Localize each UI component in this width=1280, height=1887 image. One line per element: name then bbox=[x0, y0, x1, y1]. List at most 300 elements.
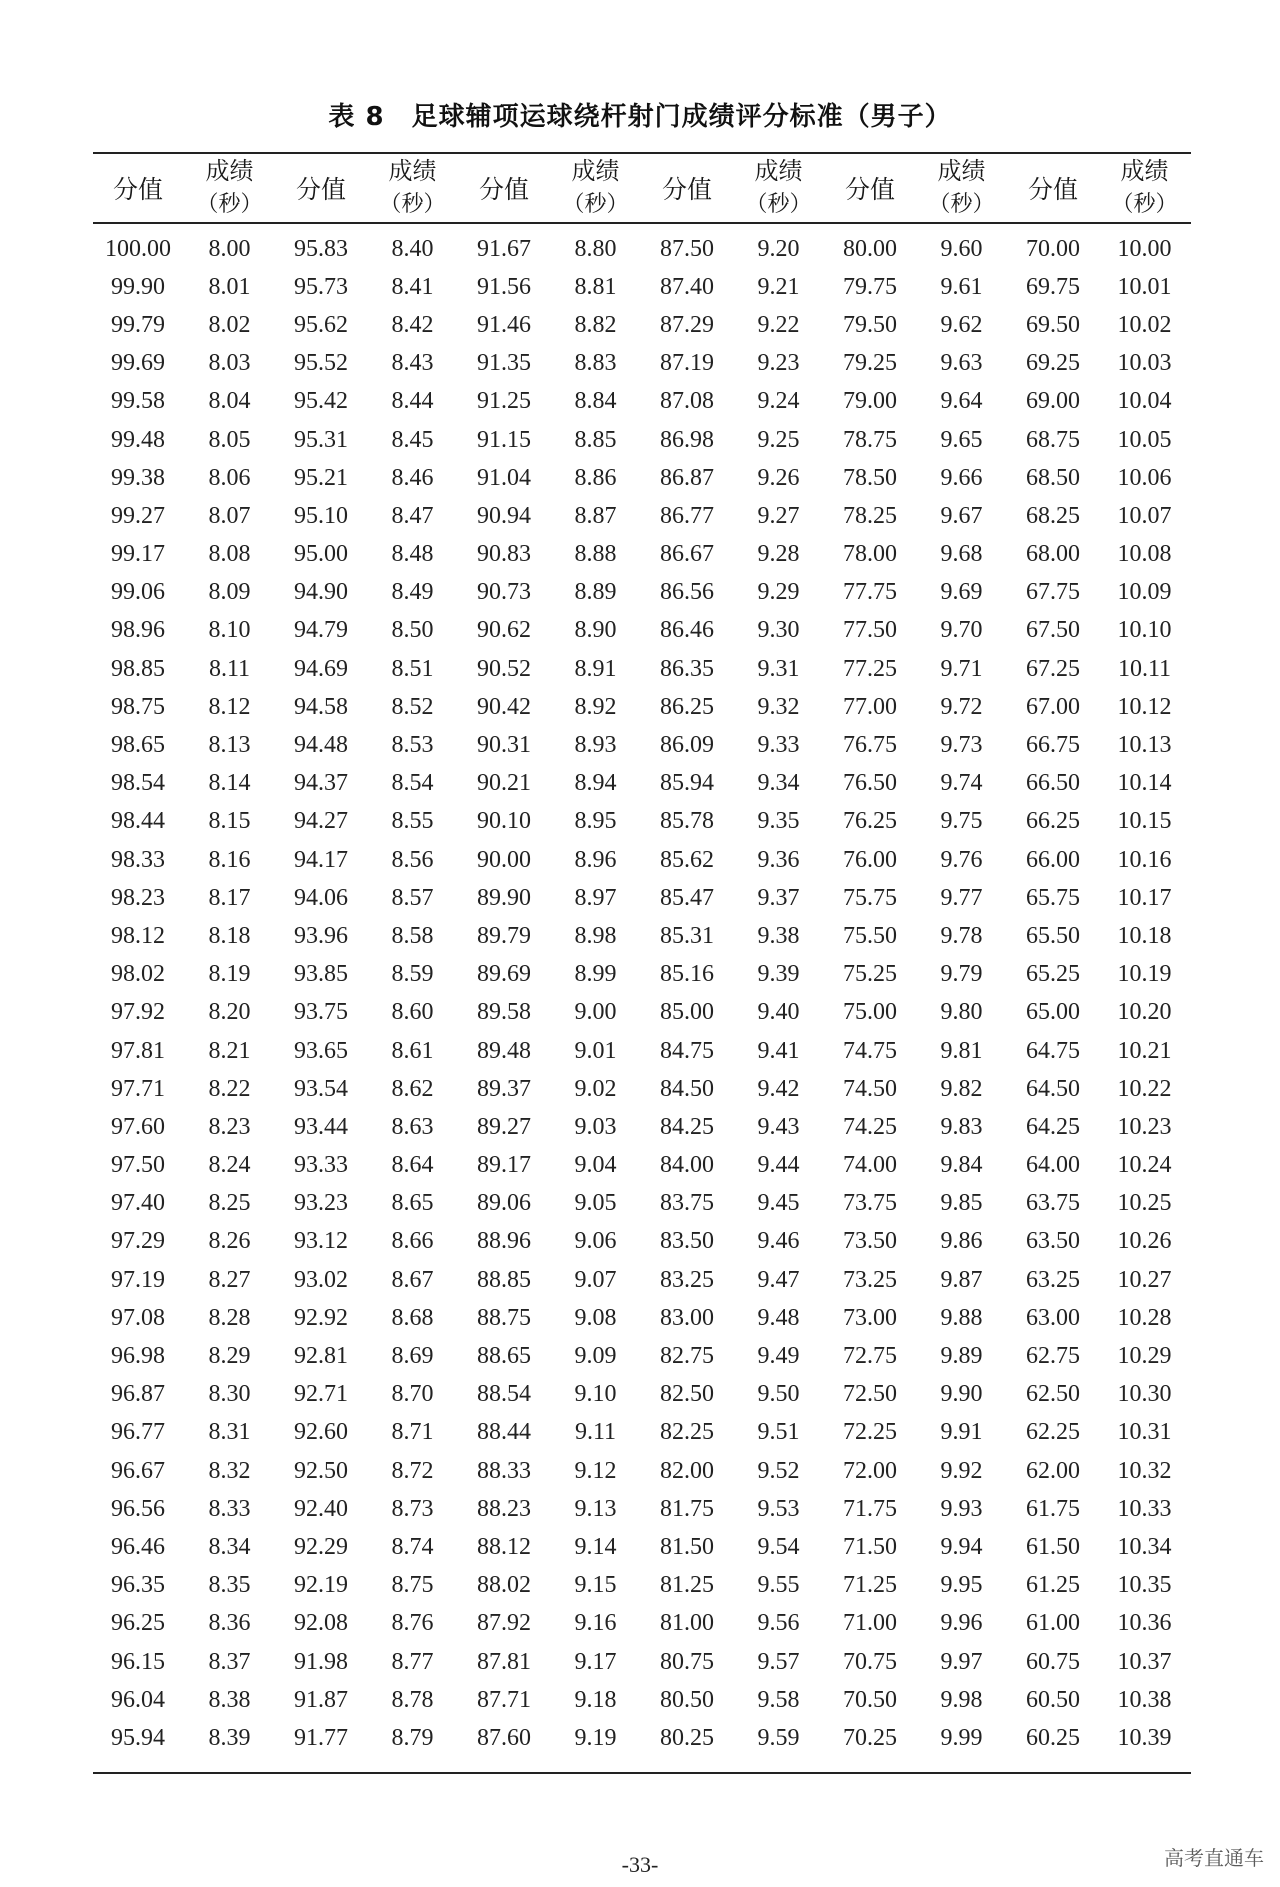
result-cell: 9.53 bbox=[757, 1495, 800, 1522]
result-cell: 10.18 bbox=[1117, 922, 1172, 949]
score-cell: 90.83 bbox=[477, 541, 531, 568]
header-result-5 bbox=[915, 153, 1008, 223]
score-cell: 93.44 bbox=[294, 1113, 348, 1140]
table-row bbox=[93, 879, 1191, 917]
score-cell: 70.00 bbox=[1026, 235, 1080, 262]
result-cell: 9.60 bbox=[940, 235, 983, 262]
result-cell: 8.97 bbox=[574, 884, 617, 911]
result-cell: 9.80 bbox=[940, 999, 983, 1026]
score-cell: 88.44 bbox=[477, 1419, 531, 1446]
result-cell: 8.21 bbox=[208, 1037, 251, 1064]
result-cell: 8.36 bbox=[208, 1610, 251, 1637]
result-cell: 9.68 bbox=[940, 541, 983, 568]
result-cell: 10.27 bbox=[1117, 1266, 1172, 1293]
score-cell: 97.92 bbox=[111, 999, 165, 1026]
result-cell: 9.10 bbox=[574, 1381, 617, 1408]
result-cell: 8.52 bbox=[391, 693, 434, 720]
result-cell: 9.92 bbox=[940, 1457, 983, 1484]
score-cell: 86.77 bbox=[660, 502, 714, 529]
table-row bbox=[93, 803, 1191, 841]
score-cell: 67.25 bbox=[1026, 655, 1080, 682]
result-cell: 9.99 bbox=[940, 1724, 983, 1751]
result-cell: 9.01 bbox=[574, 1037, 617, 1064]
result-cell: 8.57 bbox=[391, 884, 434, 911]
score-cell: 94.90 bbox=[294, 579, 348, 606]
result-cell: 8.19 bbox=[208, 961, 251, 988]
result-cell: 10.08 bbox=[1117, 541, 1172, 568]
score-cell: 72.00 bbox=[843, 1457, 897, 1484]
score-cell: 60.25 bbox=[1026, 1724, 1080, 1751]
result-cell: 8.96 bbox=[574, 846, 617, 873]
result-cell: 9.73 bbox=[940, 732, 983, 759]
score-cell: 72.25 bbox=[843, 1419, 897, 1446]
result-cell: 9.19 bbox=[574, 1724, 617, 1751]
result-cell: 9.31 bbox=[757, 655, 800, 682]
score-cell: 97.50 bbox=[111, 1152, 165, 1179]
score-cell: 84.50 bbox=[660, 1075, 714, 1102]
score-cell: 67.50 bbox=[1026, 617, 1080, 644]
result-cell: 9.78 bbox=[940, 922, 983, 949]
result-cell: 9.87 bbox=[940, 1266, 983, 1293]
score-cell: 67.75 bbox=[1026, 579, 1080, 606]
result-cell: 8.20 bbox=[208, 999, 251, 1026]
result-cell: 9.25 bbox=[757, 426, 800, 453]
header-score-1: 分值 bbox=[112, 175, 163, 204]
score-cell: 71.00 bbox=[843, 1610, 897, 1637]
score-cell: 82.00 bbox=[660, 1457, 714, 1484]
score-cell: 62.00 bbox=[1026, 1457, 1080, 1484]
result-cell: 10.16 bbox=[1117, 846, 1172, 873]
result-cell: 10.22 bbox=[1117, 1075, 1172, 1102]
result-cell: 10.35 bbox=[1117, 1572, 1172, 1599]
score-cell: 69.00 bbox=[1026, 388, 1080, 415]
result-cell: 9.58 bbox=[757, 1686, 800, 1713]
score-cell: 69.50 bbox=[1026, 311, 1080, 338]
result-cell: 8.64 bbox=[391, 1152, 434, 1179]
header-result-line2: （秒） bbox=[562, 192, 629, 217]
result-cell: 9.77 bbox=[940, 884, 983, 911]
score-cell: 97.40 bbox=[111, 1190, 165, 1217]
score-cell: 87.81 bbox=[477, 1648, 531, 1675]
result-cell: 9.88 bbox=[940, 1304, 983, 1331]
result-cell: 9.66 bbox=[940, 464, 983, 491]
result-cell: 8.12 bbox=[208, 693, 251, 720]
result-cell: 8.71 bbox=[391, 1419, 434, 1446]
header-result-4 bbox=[732, 153, 825, 223]
result-cell: 8.92 bbox=[574, 693, 617, 720]
result-cell: 9.63 bbox=[940, 350, 983, 377]
result-cell: 9.30 bbox=[757, 617, 800, 644]
result-cell: 8.73 bbox=[391, 1495, 434, 1522]
result-cell: 8.90 bbox=[574, 617, 617, 644]
score-cell: 94.27 bbox=[294, 808, 348, 835]
score-cell: 96.46 bbox=[111, 1533, 165, 1560]
score-cell: 87.29 bbox=[660, 311, 714, 338]
result-cell: 9.47 bbox=[757, 1266, 800, 1293]
table-row bbox=[93, 841, 1191, 879]
result-cell: 8.15 bbox=[208, 808, 251, 835]
result-cell: 9.41 bbox=[757, 1037, 800, 1064]
header-result-3 bbox=[549, 153, 642, 223]
score-cell: 95.00 bbox=[294, 541, 348, 568]
result-cell: 10.13 bbox=[1117, 732, 1172, 759]
result-cell: 9.57 bbox=[757, 1648, 800, 1675]
score-cell: 99.90 bbox=[111, 273, 165, 300]
result-cell: 8.87 bbox=[574, 502, 617, 529]
table-row bbox=[93, 650, 1191, 688]
score-cell: 76.75 bbox=[843, 732, 897, 759]
result-cell: 8.75 bbox=[391, 1572, 434, 1599]
table-row bbox=[93, 1299, 1191, 1337]
score-cell: 68.75 bbox=[1026, 426, 1080, 453]
score-cell: 96.56 bbox=[111, 1495, 165, 1522]
score-cell: 91.98 bbox=[294, 1648, 348, 1675]
result-cell: 8.35 bbox=[208, 1572, 251, 1599]
result-cell: 10.15 bbox=[1117, 808, 1172, 835]
result-cell: 9.49 bbox=[757, 1343, 800, 1370]
score-cell: 94.48 bbox=[294, 732, 348, 759]
result-cell: 8.11 bbox=[208, 655, 251, 682]
result-cell: 10.39 bbox=[1117, 1724, 1172, 1751]
result-cell: 8.40 bbox=[391, 235, 434, 262]
header-score-4: 分值 bbox=[661, 175, 712, 204]
result-cell: 10.12 bbox=[1117, 693, 1172, 720]
score-cell: 84.00 bbox=[660, 1152, 714, 1179]
score-cell: 96.15 bbox=[111, 1648, 165, 1675]
score-cell: 71.50 bbox=[843, 1533, 897, 1560]
score-cell: 70.75 bbox=[843, 1648, 897, 1675]
result-cell: 9.27 bbox=[757, 502, 800, 529]
result-cell: 9.35 bbox=[757, 808, 800, 835]
result-cell: 9.94 bbox=[940, 1533, 983, 1560]
result-cell: 9.42 bbox=[757, 1075, 800, 1102]
header-result-2 bbox=[366, 153, 459, 223]
score-cell: 91.56 bbox=[477, 273, 531, 300]
score-cell: 99.06 bbox=[111, 579, 165, 606]
score-cell: 90.94 bbox=[477, 502, 531, 529]
result-cell: 8.46 bbox=[391, 464, 434, 491]
score-cell: 64.00 bbox=[1026, 1152, 1080, 1179]
table-row bbox=[93, 1528, 1191, 1566]
score-cell: 97.71 bbox=[111, 1075, 165, 1102]
page-number: -33- bbox=[621, 1852, 659, 1877]
score-cell: 62.50 bbox=[1026, 1381, 1080, 1408]
score-table-container bbox=[93, 152, 1191, 1774]
score-cell: 85.00 bbox=[660, 999, 714, 1026]
result-cell: 9.07 bbox=[574, 1266, 617, 1293]
score-cell: 95.62 bbox=[294, 311, 348, 338]
score-cell: 98.54 bbox=[111, 770, 165, 797]
score-cell: 91.87 bbox=[294, 1686, 348, 1713]
header-result-6 bbox=[1098, 153, 1191, 223]
result-cell: 9.55 bbox=[757, 1572, 800, 1599]
result-cell: 9.70 bbox=[940, 617, 983, 644]
score-cell: 89.17 bbox=[477, 1152, 531, 1179]
result-cell: 10.10 bbox=[1117, 617, 1172, 644]
score-cell: 98.12 bbox=[111, 922, 165, 949]
result-cell: 9.12 bbox=[574, 1457, 617, 1484]
result-cell: 8.69 bbox=[391, 1343, 434, 1370]
result-cell: 9.21 bbox=[757, 273, 800, 300]
score-cell: 90.62 bbox=[477, 617, 531, 644]
score-cell: 85.94 bbox=[660, 770, 714, 797]
result-cell: 8.27 bbox=[208, 1266, 251, 1293]
result-cell: 8.23 bbox=[208, 1113, 251, 1140]
score-cell: 79.25 bbox=[843, 350, 897, 377]
score-cell: 89.06 bbox=[477, 1190, 531, 1217]
score-cell: 68.25 bbox=[1026, 502, 1080, 529]
score-cell: 93.96 bbox=[294, 922, 348, 949]
score-cell: 89.69 bbox=[477, 961, 531, 988]
header-score-2: 分值 bbox=[295, 175, 346, 204]
score-cell: 95.42 bbox=[294, 388, 348, 415]
result-cell: 10.26 bbox=[1117, 1228, 1172, 1255]
result-cell: 8.22 bbox=[208, 1075, 251, 1102]
result-cell: 8.43 bbox=[391, 350, 434, 377]
result-cell: 10.37 bbox=[1117, 1648, 1172, 1675]
score-cell: 62.25 bbox=[1026, 1419, 1080, 1446]
result-cell: 8.67 bbox=[391, 1266, 434, 1293]
result-cell: 8.81 bbox=[574, 273, 617, 300]
result-cell: 8.02 bbox=[208, 311, 251, 338]
result-cell: 9.90 bbox=[940, 1381, 983, 1408]
result-cell: 9.11 bbox=[574, 1419, 617, 1446]
score-cell: 91.67 bbox=[477, 235, 531, 262]
result-cell: 9.50 bbox=[757, 1381, 800, 1408]
result-cell: 9.91 bbox=[940, 1419, 983, 1446]
score-cell: 89.37 bbox=[477, 1075, 531, 1102]
score-cell: 63.50 bbox=[1026, 1228, 1080, 1255]
result-cell: 10.34 bbox=[1117, 1533, 1172, 1560]
result-cell: 9.39 bbox=[757, 961, 800, 988]
result-cell: 9.37 bbox=[757, 884, 800, 911]
score-cell: 77.00 bbox=[843, 693, 897, 720]
result-cell: 8.30 bbox=[208, 1381, 251, 1408]
score-cell: 63.00 bbox=[1026, 1304, 1080, 1331]
score-cell: 71.75 bbox=[843, 1495, 897, 1522]
result-cell: 9.04 bbox=[574, 1152, 617, 1179]
score-cell: 65.75 bbox=[1026, 884, 1080, 911]
table-row bbox=[93, 1681, 1191, 1719]
score-cell: 88.65 bbox=[477, 1343, 531, 1370]
score-cell: 99.48 bbox=[111, 426, 165, 453]
result-cell: 8.04 bbox=[208, 388, 251, 415]
result-cell: 10.01 bbox=[1117, 273, 1172, 300]
result-cell: 8.48 bbox=[391, 541, 434, 568]
result-cell: 10.03 bbox=[1117, 350, 1172, 377]
result-cell: 9.52 bbox=[757, 1457, 800, 1484]
score-cell: 98.75 bbox=[111, 693, 165, 720]
header-result-line2: （秒） bbox=[379, 192, 446, 217]
result-cell: 9.86 bbox=[940, 1228, 983, 1255]
score-cell: 95.83 bbox=[294, 235, 348, 262]
score-cell: 79.75 bbox=[843, 273, 897, 300]
score-cell: 90.42 bbox=[477, 693, 531, 720]
score-table bbox=[93, 152, 1191, 1774]
score-cell: 75.75 bbox=[843, 884, 897, 911]
score-cell: 95.73 bbox=[294, 273, 348, 300]
score-cell: 86.87 bbox=[660, 464, 714, 491]
score-cell: 64.75 bbox=[1026, 1037, 1080, 1064]
result-cell: 8.44 bbox=[391, 388, 434, 415]
score-cell: 93.54 bbox=[294, 1075, 348, 1102]
table-row bbox=[93, 421, 1191, 459]
result-cell: 9.32 bbox=[757, 693, 800, 720]
score-cell: 65.25 bbox=[1026, 961, 1080, 988]
score-cell: 68.50 bbox=[1026, 464, 1080, 491]
result-cell: 9.34 bbox=[757, 770, 800, 797]
score-cell: 71.25 bbox=[843, 1572, 897, 1599]
header-result-line1: 成绩 bbox=[388, 157, 437, 185]
result-cell: 9.28 bbox=[757, 541, 800, 568]
result-cell: 8.78 bbox=[391, 1686, 434, 1713]
result-cell: 10.33 bbox=[1117, 1495, 1172, 1522]
header-score-5: 分值 bbox=[844, 175, 895, 204]
score-cell: 88.23 bbox=[477, 1495, 531, 1522]
score-cell: 82.50 bbox=[660, 1381, 714, 1408]
score-cell: 76.00 bbox=[843, 846, 897, 873]
result-cell: 9.08 bbox=[574, 1304, 617, 1331]
header-result-line2: （秒） bbox=[196, 192, 263, 217]
result-cell: 8.86 bbox=[574, 464, 617, 491]
header-result-1 bbox=[183, 153, 276, 223]
result-cell: 8.65 bbox=[391, 1190, 434, 1217]
result-cell: 9.14 bbox=[574, 1533, 617, 1560]
result-cell: 10.17 bbox=[1117, 884, 1172, 911]
table-row bbox=[93, 1605, 1191, 1643]
result-cell: 9.72 bbox=[940, 693, 983, 720]
score-cell: 62.75 bbox=[1026, 1343, 1080, 1370]
score-cell: 61.50 bbox=[1026, 1533, 1080, 1560]
score-cell: 70.50 bbox=[843, 1686, 897, 1713]
score-cell: 86.56 bbox=[660, 579, 714, 606]
score-cell: 86.25 bbox=[660, 693, 714, 720]
score-cell: 61.00 bbox=[1026, 1610, 1080, 1637]
table-row bbox=[93, 956, 1191, 994]
score-cell: 83.00 bbox=[660, 1304, 714, 1331]
score-cell: 92.71 bbox=[294, 1381, 348, 1408]
result-cell: 8.72 bbox=[391, 1457, 434, 1484]
score-cell: 86.09 bbox=[660, 732, 714, 759]
result-cell: 8.95 bbox=[574, 808, 617, 835]
result-cell: 8.88 bbox=[574, 541, 617, 568]
score-cell: 81.00 bbox=[660, 1610, 714, 1637]
table-row bbox=[93, 1567, 1191, 1605]
result-cell: 8.58 bbox=[391, 922, 434, 949]
score-cell: 81.25 bbox=[660, 1572, 714, 1599]
result-cell: 8.98 bbox=[574, 922, 617, 949]
score-cell: 90.52 bbox=[477, 655, 531, 682]
score-cell: 93.33 bbox=[294, 1152, 348, 1179]
result-cell: 10.11 bbox=[1117, 655, 1172, 682]
result-cell: 9.84 bbox=[940, 1152, 983, 1179]
score-cell: 93.12 bbox=[294, 1228, 348, 1255]
score-cell: 84.25 bbox=[660, 1113, 714, 1140]
header-result-line2: （秒） bbox=[745, 192, 812, 217]
score-cell: 92.40 bbox=[294, 1495, 348, 1522]
result-cell: 8.26 bbox=[208, 1228, 251, 1255]
score-cell: 84.75 bbox=[660, 1037, 714, 1064]
result-cell: 8.25 bbox=[208, 1190, 251, 1217]
result-cell: 10.38 bbox=[1117, 1686, 1172, 1713]
table-row bbox=[93, 1414, 1191, 1452]
score-cell: 74.50 bbox=[843, 1075, 897, 1102]
result-cell: 10.28 bbox=[1117, 1304, 1172, 1331]
result-cell: 8.84 bbox=[574, 388, 617, 415]
score-cell: 79.50 bbox=[843, 311, 897, 338]
result-cell: 8.24 bbox=[208, 1152, 251, 1179]
table-row bbox=[93, 726, 1191, 764]
result-cell: 8.79 bbox=[391, 1724, 434, 1751]
result-cell: 8.68 bbox=[391, 1304, 434, 1331]
score-cell: 99.79 bbox=[111, 311, 165, 338]
header-score-6: 分值 bbox=[1027, 175, 1078, 204]
score-cell: 75.25 bbox=[843, 961, 897, 988]
result-cell: 9.95 bbox=[940, 1572, 983, 1599]
result-cell: 8.51 bbox=[391, 655, 434, 682]
result-cell: 8.56 bbox=[391, 846, 434, 873]
result-cell: 8.49 bbox=[391, 579, 434, 606]
score-cell: 75.50 bbox=[843, 922, 897, 949]
score-cell: 92.08 bbox=[294, 1610, 348, 1637]
result-cell: 9.18 bbox=[574, 1686, 617, 1713]
score-cell: 90.73 bbox=[477, 579, 531, 606]
score-cell: 81.75 bbox=[660, 1495, 714, 1522]
score-cell: 70.25 bbox=[843, 1724, 897, 1751]
score-cell: 66.25 bbox=[1026, 808, 1080, 835]
score-cell: 78.50 bbox=[843, 464, 897, 491]
result-cell: 10.29 bbox=[1117, 1343, 1172, 1370]
result-cell: 9.98 bbox=[940, 1686, 983, 1713]
score-cell: 93.23 bbox=[294, 1190, 348, 1217]
table-row bbox=[93, 1185, 1191, 1223]
score-cell: 87.08 bbox=[660, 388, 714, 415]
result-cell: 8.53 bbox=[391, 732, 434, 759]
result-cell: 10.05 bbox=[1117, 426, 1172, 453]
score-cell: 93.85 bbox=[294, 961, 348, 988]
score-cell: 86.67 bbox=[660, 541, 714, 568]
result-cell: 8.99 bbox=[574, 961, 617, 988]
score-cell: 86.98 bbox=[660, 426, 714, 453]
result-cell: 8.41 bbox=[391, 273, 434, 300]
result-cell: 8.42 bbox=[391, 311, 434, 338]
result-cell: 9.03 bbox=[574, 1113, 617, 1140]
result-cell: 8.03 bbox=[208, 350, 251, 377]
score-cell: 79.00 bbox=[843, 388, 897, 415]
score-cell: 89.27 bbox=[477, 1113, 531, 1140]
table-row bbox=[93, 1490, 1191, 1528]
result-cell: 10.14 bbox=[1117, 770, 1172, 797]
result-cell: 9.43 bbox=[757, 1113, 800, 1140]
score-cell: 95.52 bbox=[294, 350, 348, 377]
score-cell: 61.75 bbox=[1026, 1495, 1080, 1522]
score-cell: 98.23 bbox=[111, 884, 165, 911]
result-cell: 9.59 bbox=[757, 1724, 800, 1751]
score-cell: 92.29 bbox=[294, 1533, 348, 1560]
result-cell: 9.44 bbox=[757, 1152, 800, 1179]
header-result-line1: 成绩 bbox=[754, 157, 803, 185]
score-cell: 85.31 bbox=[660, 922, 714, 949]
result-cell: 9.36 bbox=[757, 846, 800, 873]
score-cell: 96.04 bbox=[111, 1686, 165, 1713]
result-cell: 9.76 bbox=[940, 846, 983, 873]
result-cell: 8.60 bbox=[391, 999, 434, 1026]
header-row bbox=[93, 153, 1191, 223]
score-cell: 89.58 bbox=[477, 999, 531, 1026]
score-cell: 98.33 bbox=[111, 846, 165, 873]
score-cell: 65.50 bbox=[1026, 922, 1080, 949]
score-cell: 73.25 bbox=[843, 1266, 897, 1293]
